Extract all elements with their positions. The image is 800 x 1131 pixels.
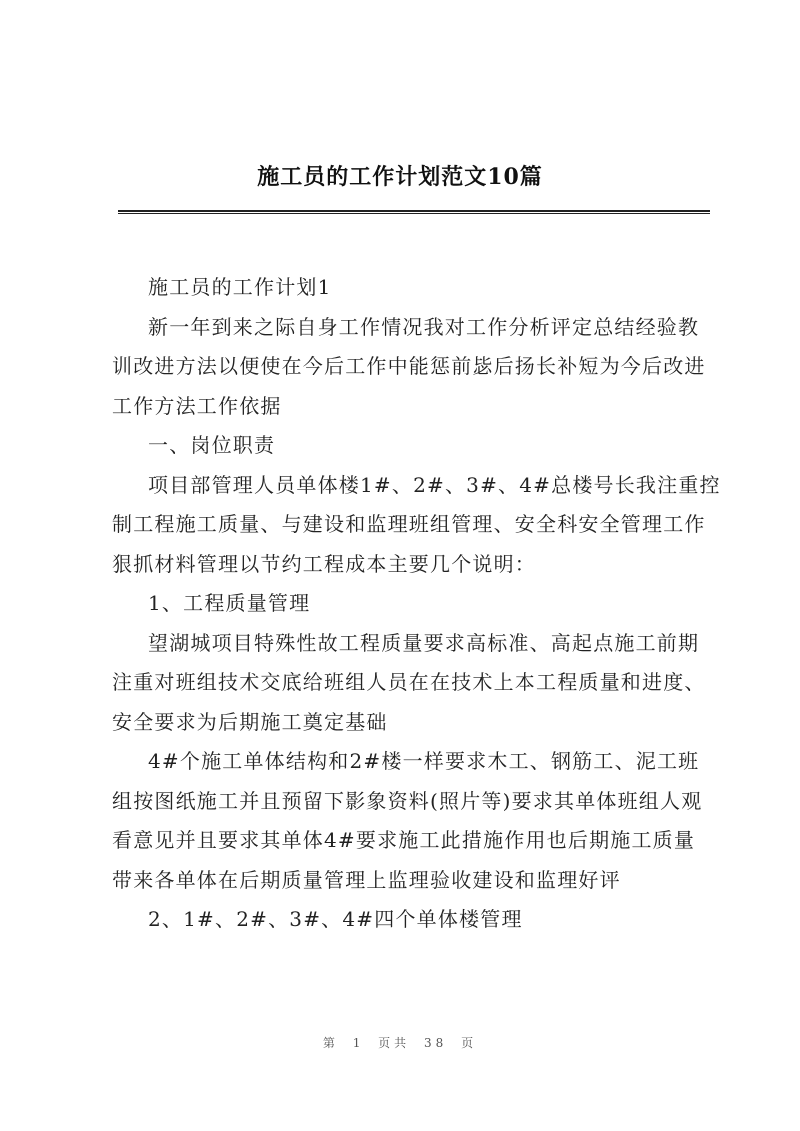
title-divider xyxy=(118,210,710,214)
paragraph-line: 施工员的工作计划1 xyxy=(148,275,332,299)
paragraph-line: 1、工程质量管理 xyxy=(148,591,311,615)
paragraph-line: 项目部管理人员单体楼1#、2#、3#、4#总楼号长我注重控 xyxy=(148,472,721,497)
paragraph-line: 训改进方法以便使在今后工作中能惩前毖后扬长补短为今后改进 xyxy=(112,354,706,378)
paragraph-line: 看意见并且要求其单体4#要求施工此措施作用也后期施工质量 xyxy=(112,828,696,852)
paragraph-line: 4#个施工单体结构和2#楼一样要求木工、钢筋工、泥工班 xyxy=(148,749,700,773)
paragraph-line: 制工程施工质量、与建设和监理班组管理、安全科安全管理工作 xyxy=(112,512,706,536)
paragraph-line: 组按图纸施工并且预留下影象资料(照片等)要求其单体班组人观 xyxy=(112,788,703,813)
paragraph-line: 新一年到来之际自身工作情况我对工作分析评定总结经验教 xyxy=(148,314,700,339)
footer-prefix: 第 xyxy=(322,1036,339,1050)
document-title: 施工员的工作计划范文10篇 xyxy=(257,164,543,190)
paragraph-line: 望湖城项目特殊性故工程质量要求高标准、高起点施工前期 xyxy=(148,630,700,655)
footer-middle: 页共 xyxy=(378,1036,411,1050)
paragraph-line: 带来各单体在后期质量管理上监理验收建设和监理好评 xyxy=(112,867,621,892)
paragraph-line: 工作方法工作依据 xyxy=(112,393,282,418)
footer-total-pages: 38 xyxy=(424,1036,448,1050)
page-footer xyxy=(0,1034,800,1051)
paragraph-line: 一、岗位职责 xyxy=(148,433,276,457)
paragraph-line: 2、1#、2#、3#、4#四个单体楼管理 xyxy=(148,907,523,931)
paragraph-line: 注重对班组技术交底给班组人员在在技术上本工程质量和进度、 xyxy=(112,670,706,694)
footer-page-number: 1 xyxy=(352,1036,365,1050)
paragraph-line: 安全要求为后期施工奠定基础 xyxy=(112,709,388,734)
paragraph-line: 狠抓材料管理以节约工程成本主要几个说明： xyxy=(112,551,536,576)
document-body xyxy=(112,268,721,940)
footer-suffix: 页 xyxy=(461,1036,478,1050)
